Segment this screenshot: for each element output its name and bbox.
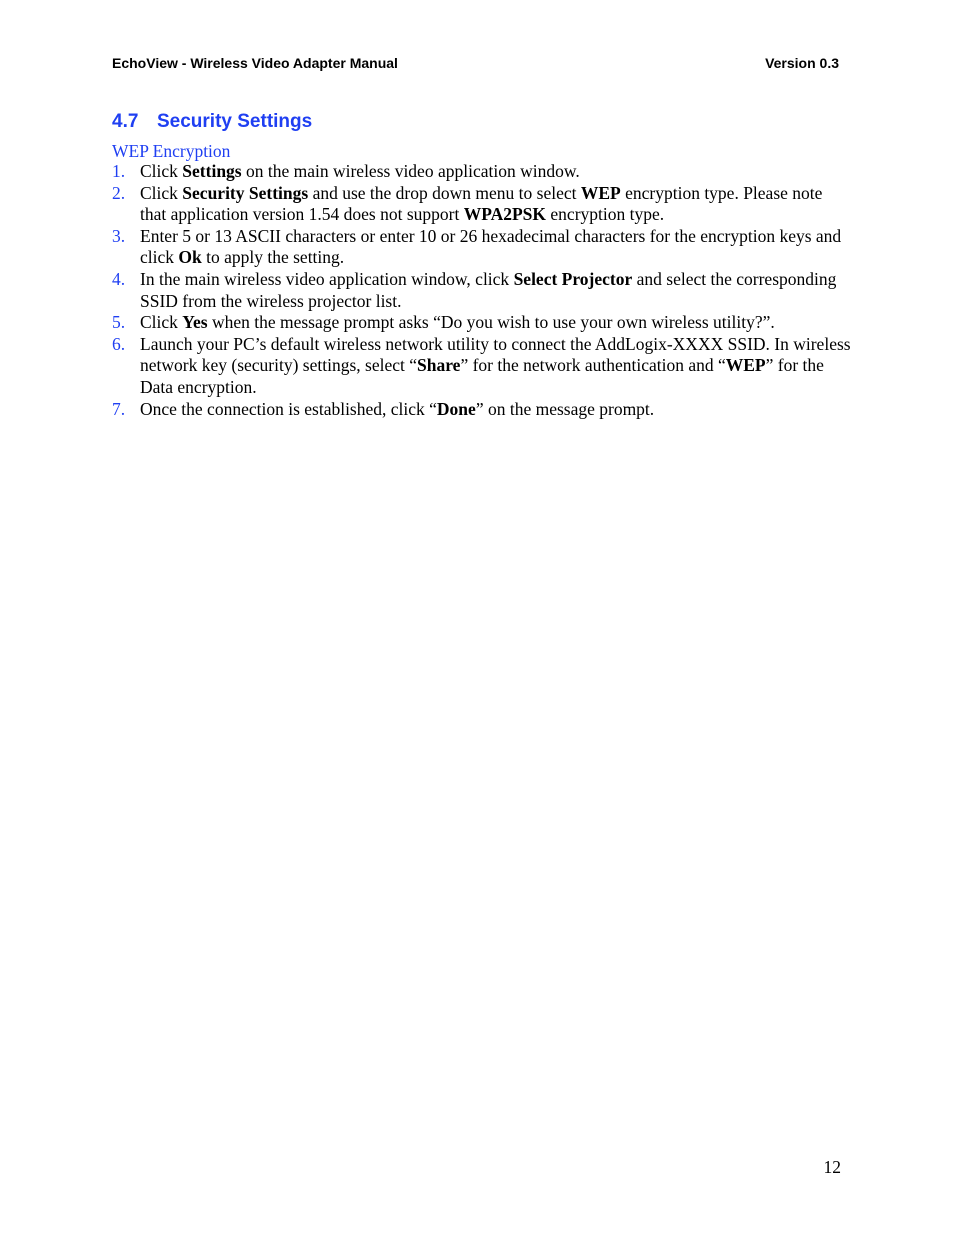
list-item-number: 5. — [112, 312, 126, 333]
page-number: 12 — [823, 1157, 841, 1177]
text-run: ” on the message prompt. — [475, 398, 655, 419]
list-item-text — [140, 183, 822, 225]
text-run: Click — [140, 182, 183, 203]
emphasized-text: Yes — [182, 312, 208, 333]
emphasized-text: WPA2PSK — [463, 204, 547, 225]
list-item — [112, 161, 852, 183]
emphasized-text: Done — [436, 398, 476, 419]
emphasized-text: Ok — [178, 247, 202, 268]
list-item-number: 1. — [112, 161, 126, 181]
text-run: Click — [140, 312, 183, 333]
text-run: Click — [140, 161, 183, 181]
list-item-text — [140, 399, 654, 419]
list-item — [112, 183, 852, 226]
emphasized-text: Settings — [182, 161, 242, 181]
emphasized-text: Share — [417, 355, 461, 376]
text-run: encryption type. — [546, 204, 665, 225]
text-run: on the main wireless video application window. — [241, 161, 580, 181]
section-number: 4.7 — [112, 111, 139, 132]
emphasized-text: Select Projector — [513, 268, 633, 289]
document-version: Version 0.3 — [765, 55, 839, 71]
list-item-number: 6. — [112, 333, 126, 354]
list-item — [112, 334, 852, 399]
document-title: EchoView - Wireless Video Adapter Manual — [112, 55, 398, 71]
page-header — [112, 55, 839, 75]
text-run: Launch your PC’s default wireless network utility to connect the AddLogix-XXXX SSID. In wireless network key (security) settings, select “ — [140, 333, 851, 376]
text-run: to apply the setting. — [201, 247, 345, 268]
emphasized-text: Security Settings — [182, 182, 309, 203]
list-item-text — [140, 269, 836, 311]
text-run: encryption type. Please note that application version 1.54 does not support — [140, 182, 823, 225]
text-run: Enter 5 or 13 ASCII characters or enter 10 or 26 hexadecimal characters for the encryption keys and click — [140, 225, 842, 268]
section-title: Security Settings — [157, 111, 313, 132]
list-item — [112, 399, 852, 421]
list-item — [112, 269, 852, 312]
section-heading — [112, 111, 312, 133]
list-item-number: 3. — [112, 225, 126, 246]
text-run: In the main wireless video application window, click — [140, 268, 514, 289]
text-run: ” for the network authentication and “ — [460, 355, 726, 376]
list-item-text — [140, 312, 775, 332]
emphasized-text: WEP — [580, 182, 621, 203]
text-run: and use the drop down menu to select — [308, 182, 581, 203]
list-item — [112, 226, 852, 269]
steps-list — [112, 161, 852, 420]
list-item-number: 4. — [112, 268, 126, 289]
list-item — [112, 312, 852, 334]
text-run: ” for the Data encryption. — [140, 355, 824, 397]
subheading-wep-encryption: WEP Encryption — [112, 141, 231, 161]
list-item-text — [140, 334, 851, 397]
list-item-number: 7. — [112, 398, 126, 419]
list-item-text — [140, 161, 580, 181]
text-run: Once the connection is established, click “ — [140, 398, 437, 419]
list-item-number: 2. — [112, 182, 126, 203]
emphasized-text: WEP — [725, 355, 766, 376]
text-run: when the message prompt asks “Do you wish to use your own wireless utility?”. — [207, 312, 775, 333]
list-item-text — [140, 226, 841, 268]
text-run: and select the corresponding SSID from the wireless projector list. — [140, 268, 837, 311]
